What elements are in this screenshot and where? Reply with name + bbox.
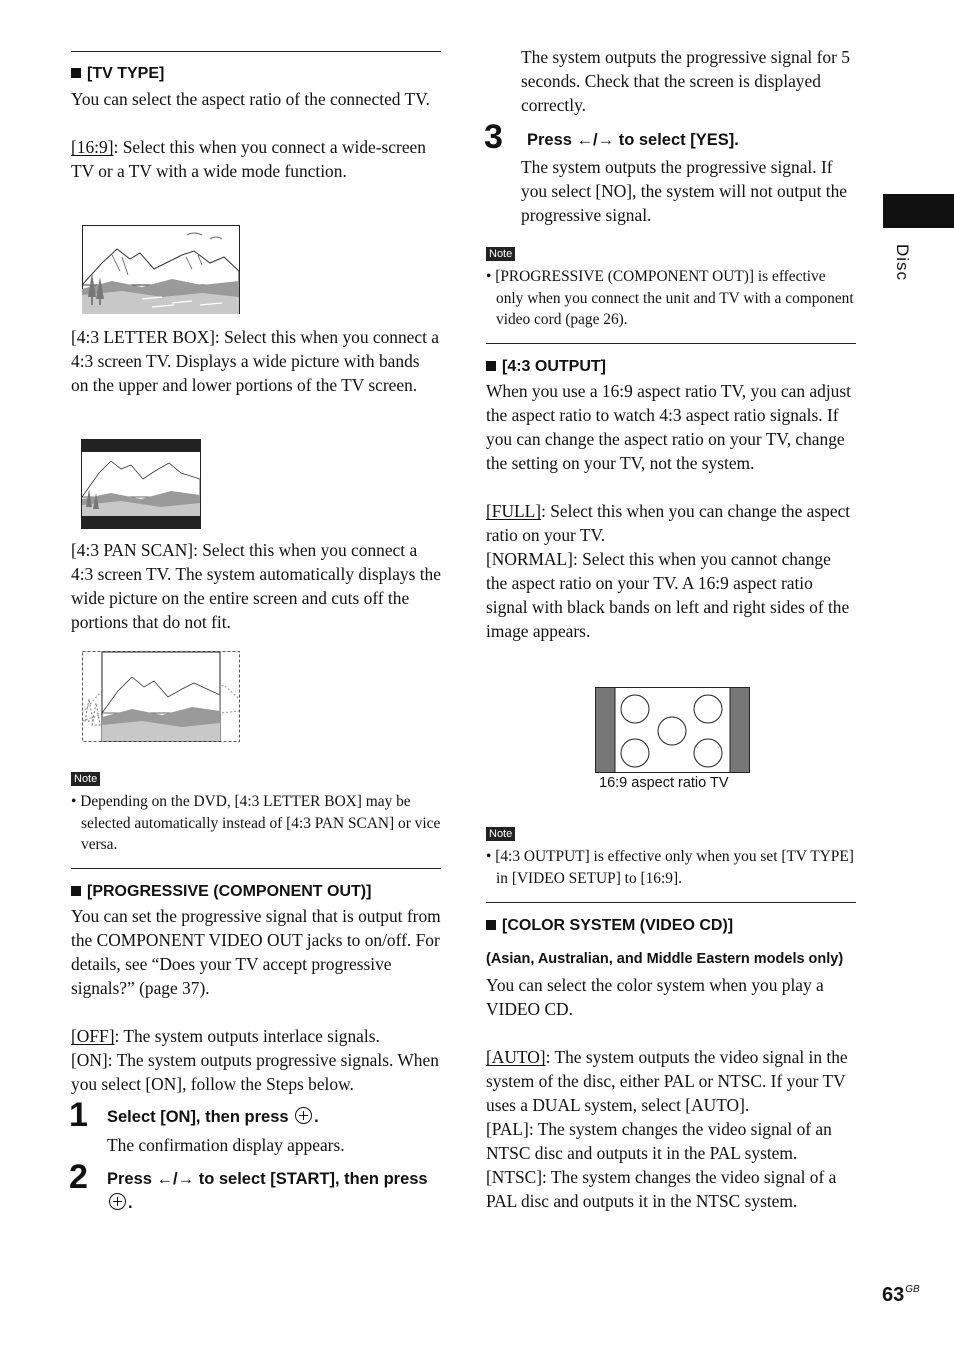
output43-heading: [4:3 OUTPUT] — [486, 357, 856, 377]
output43-section — [486, 357, 856, 643]
tv-type-note — [71, 769, 441, 856]
output43-note — [486, 824, 856, 889]
landscape-image — [82, 225, 240, 314]
section-tab-marker — [883, 194, 954, 228]
color-system-heading: [COLOR SYSTEM (VIDEO CD)] — [486, 916, 856, 936]
progressive-option-on: [ON]: The system outputs progressive signals. When you select [ON], follow the Steps below. — [71, 1050, 439, 1094]
bullet-square-icon — [486, 920, 496, 930]
bullet-square-icon — [486, 361, 496, 371]
tv-type-section — [71, 64, 441, 183]
step-3-body: The system outputs the progressive signal. If you select [NO], the system will not output the progressive signal. — [521, 157, 848, 225]
tv-type-option-panscan: [4:3 PAN SCAN]: Select this when you connect a 4:3 screen TV. The system automatically displays the wide picture on the entire screen and cuts off the portions that do not fit. — [71, 540, 441, 632]
step-1-body: The confirmation display appears. — [107, 1135, 345, 1155]
step-3 — [527, 128, 856, 152]
page-number: $63^{GB}$ — [882, 1284, 920, 1306]
note-badge: Note — [71, 772, 100, 786]
bullet-square-icon — [71, 886, 81, 896]
tv-type-option-letterbox: [4:3 LETTER BOX]: Select this when you connect a 4:3 screen TV. Displays a wide picture with bands on the upper and lower portions of the TV screen. — [71, 327, 440, 395]
tv-type-option-169: [16:9]: Select this when you connect a wide-screen TV or a TV with a wide mode function. — [71, 137, 426, 181]
note-badge: Note — [486, 247, 515, 261]
step-3-title: Press ←/→ to select [YES]. — [527, 131, 739, 149]
enter-button-icon — [109, 1193, 126, 1210]
section-rule — [486, 343, 856, 344]
section-rule — [486, 902, 856, 903]
figure-caption: 16:9 aspect ratio TV — [599, 775, 729, 791]
note-badge: Note — [486, 827, 515, 841]
illustration-letter-box — [81, 439, 201, 529]
tv-type-heading: [TV TYPE] — [71, 64, 441, 84]
color-system-option-ntsc: [NTSC]: The system changes the video signal of a PAL disc and outputs it in the NTSC system. — [486, 1167, 837, 1211]
step-2-title: Press ←/→ to select [START], then press . — [107, 1170, 428, 1212]
section-rule — [71, 868, 441, 869]
color-system-option-auto: [AUTO]: The system outputs the video signal in the system of the disc, either PAL or NTSC. If your TV uses a DUAL system, select [AUTO]. — [486, 1047, 848, 1115]
step-2 — [107, 1167, 441, 1215]
section-tab-label: Disc — [893, 244, 912, 282]
output43-intro: When you use a 16:9 aspect ratio TV, you can adjust the aspect ratio to watch 4:3 aspect ratio signals. If you can change the aspect ratio on your TV, change the setting on your TV, not the system. — [486, 381, 851, 473]
illustration-pan-scan — [82, 651, 240, 742]
step-number-1: 1 — [69, 1096, 88, 1134]
color-system-intro: You can select the color system when you play a VIDEO CD. — [486, 975, 824, 1019]
illustration-169-tv — [595, 687, 750, 773]
step-1 — [107, 1105, 441, 1157]
color-system-section — [486, 916, 856, 1213]
tv-type-intro: You can select the aspect ratio of the connected TV. — [71, 89, 430, 109]
note-text: • Depending on the DVD, [4:3 LETTER BOX] may be selected automatically instead of [4:3 PAN SCAN] or vice versa. — [71, 793, 441, 853]
color-system-subtitle: (Asian, Australian, and Middle Eastern models only) — [486, 951, 844, 967]
output43-option-normal: [NORMAL]: Select this when you cannot change the aspect ratio on your TV. A 16:9 aspect ratio signal with black bands on left and right sides of the image appears. — [486, 549, 850, 641]
step-number-3: 3 — [484, 118, 503, 156]
step-2-body: The system outputs the progressive signal for 5 seconds. Check that the screen is displayed correctly. — [521, 47, 850, 115]
enter-button-icon — [295, 1107, 312, 1124]
output43-option-full: [FULL]: Select this when you can change the aspect ratio on your TV. — [486, 501, 851, 545]
color-system-option-pal: [PAL]: The system changes the video signal of an NTSC disc and outputs it in the PAL system. — [486, 1119, 832, 1163]
progressive-heading: [PROGRESSIVE (COMPONENT OUT)] — [71, 882, 441, 902]
section-rule — [71, 51, 441, 52]
note-text: • [4:3 OUTPUT] is effective only when you set [TV TYPE] in [VIDEO SETUP] to [16:9]. — [486, 848, 854, 887]
bullet-square-icon — [71, 68, 81, 78]
progressive-section — [71, 882, 441, 1096]
progressive-note — [486, 244, 856, 331]
illustration-wide-screen — [82, 225, 240, 314]
panscan-image — [82, 651, 240, 742]
letterbox-image — [81, 439, 201, 529]
progressive-option-off: [OFF]: The system outputs interlace signals. — [71, 1026, 380, 1046]
step-number-2: 2 — [69, 1158, 88, 1196]
progressive-intro: You can set the progressive signal that is output from the COMPONENT VIDEO OUT jacks to on/off. For details, see “Does your TV accept progressive signals?” (page 37). — [71, 906, 441, 998]
step-1-title: Select [ON], then press . — [107, 1108, 319, 1126]
note-text: • [PROGRESSIVE (COMPONENT OUT)] is effective only when you connect the unit and TV with a component video cord (page 26). — [486, 268, 854, 328]
tv-normal-image — [595, 687, 750, 773]
